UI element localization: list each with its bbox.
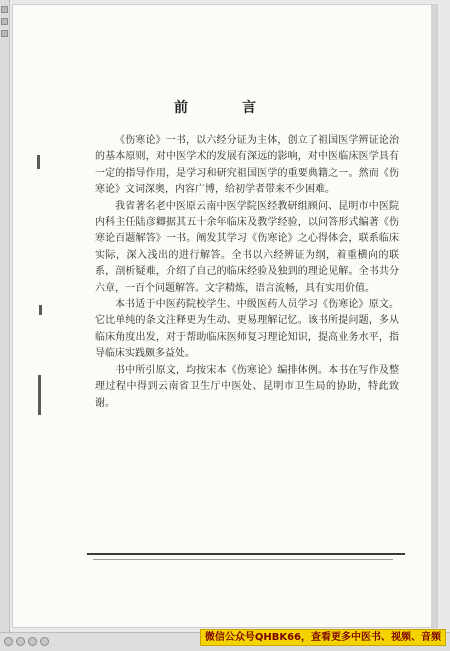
page-bottom-rule-shadow: [93, 559, 393, 560]
thumbnail-icon[interactable]: [1, 6, 8, 13]
page-bottom-rule: [87, 553, 405, 555]
last-page-icon[interactable]: [40, 637, 49, 646]
page-title: 前 言: [174, 100, 276, 116]
paragraph: 《伤寒论》一书，以六经分证为主体，创立了祖国医学辨证论治的基本原则，对中医学术的发展有深远的影响，对中医临床医学具有一定的指导作用，是学习和研究祖国医学的重要典籍之一。然而《伤寒论》文词深奥，内容广博，给初学者带来不少困难。: [95, 135, 399, 196]
scan-margin-mark: [39, 305, 42, 315]
viewer-left-toolbar: [0, 0, 10, 650]
paragraph: 书中所引原文，均按宋本《伤寒论》编排体例。本书在写作及整理过程中得到云南省卫生厅中医处、昆明市卫生局的协助，特此致谢。: [95, 364, 399, 409]
first-page-icon[interactable]: [4, 637, 13, 646]
scan-margin-mark: [37, 155, 40, 169]
paragraph: 本书适于中医药院校学生、中级医药人员学习《伤寒论》原文。它比单纯的条文注释更为生动、更易理解记忆。该书所提问题，多从临床角度出发，对于帮助临床医师复习理论知识，提高业务水平，指导临床实践颇多益处。: [95, 299, 399, 360]
paragraph: 我省著名老中医原云南中医学院医经教研组顾问、昆明市中医院内科主任陆彦卿据其五十余年临床及教学经验，以问答形式编著《伤寒论百题解答》一书。阐发其学习《伤寒论》之心得体会，联系临床实际，深入浅出的进行解答。全书以六经辨证为纲，着重横向的联系，剖析疑难，介绍了自己的临床经验及独到的理论见解。全书共分六章，一百个问题解答。文字精炼，语言流畅，具有实用价值。: [95, 200, 399, 294]
next-page-icon[interactable]: [28, 637, 37, 646]
wechat-banner[interactable]: 微信公众号QHBK66，查看更多中医书、视频、音频: [200, 629, 446, 646]
scanned-page: [12, 4, 438, 628]
scan-margin-mark: [38, 375, 41, 415]
attachment-icon[interactable]: [1, 30, 8, 37]
prev-page-icon[interactable]: [16, 637, 25, 646]
preface-body: [95, 133, 399, 412]
bookmark-icon[interactable]: [1, 18, 8, 25]
